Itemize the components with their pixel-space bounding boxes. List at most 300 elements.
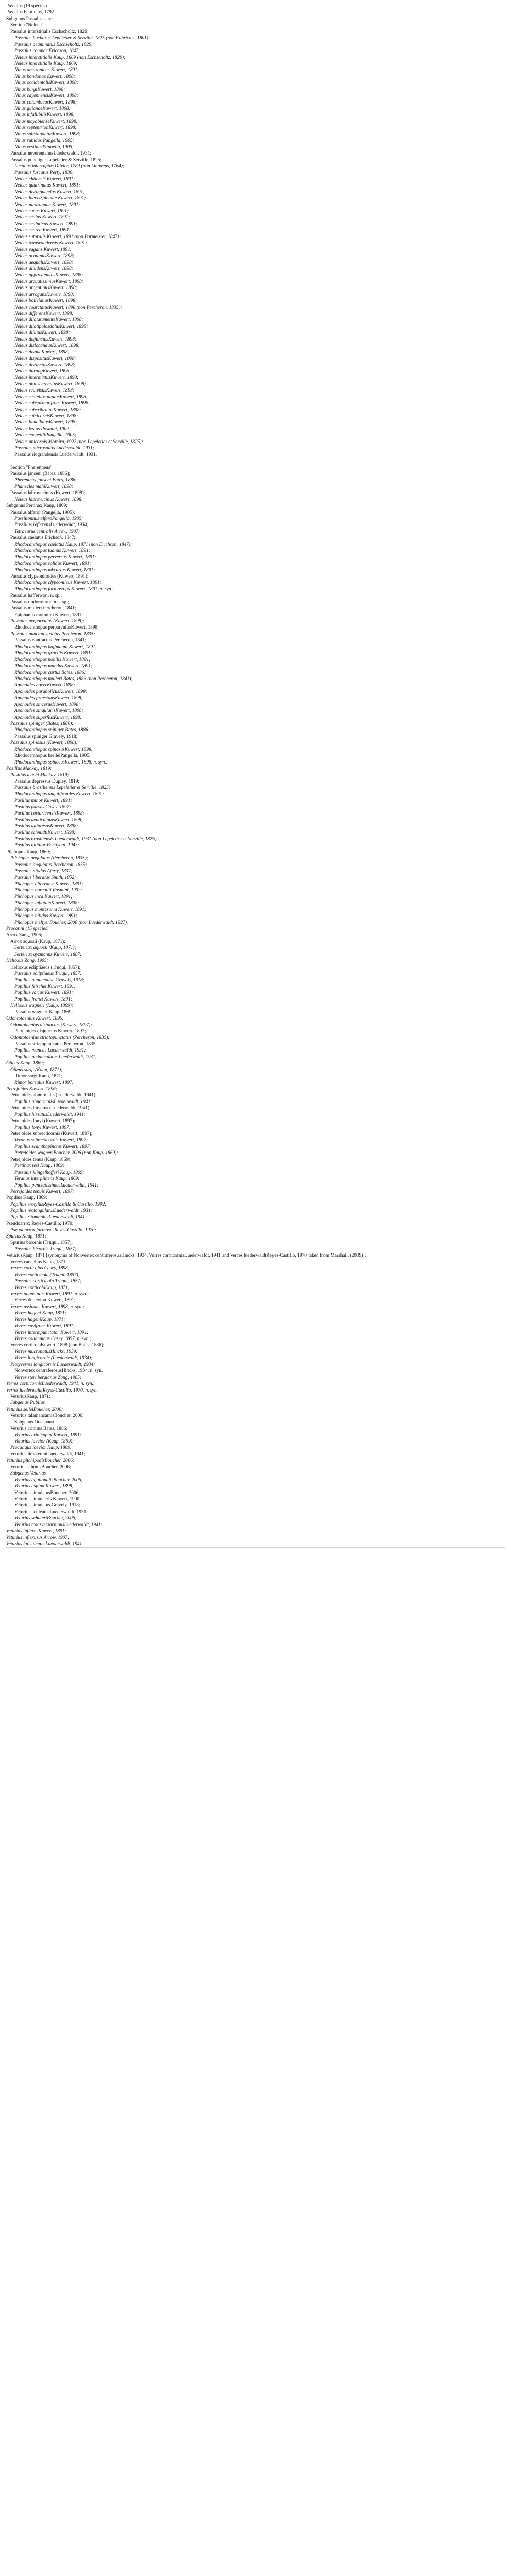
taxon-line bbox=[6, 721, 505, 727]
taxon-line-text: Ninus rubidus Pangella, 1905; bbox=[14, 138, 74, 144]
taxon-line bbox=[6, 1394, 505, 1400]
taxon-line bbox=[6, 87, 505, 93]
taxon-line bbox=[6, 285, 505, 291]
taxon-line-text: Popilius varius Kuwert, 1891; bbox=[14, 990, 73, 996]
taxon-line-text: Arrox aquosii (Kaup, 1871); bbox=[10, 939, 65, 944]
taxon-line bbox=[6, 157, 505, 163]
taxon-line-text: Veturius sellelBoucher, 2006; bbox=[6, 1406, 63, 1412]
taxon-line bbox=[6, 106, 505, 112]
taxon-line bbox=[6, 926, 505, 932]
taxon-line-text: Pasillus costaricensisKuwert, 1898; bbox=[14, 811, 84, 817]
taxon-line-text: Neleus acutanusKuwert, 1898; bbox=[14, 253, 74, 259]
taxon-line-text: Neleus aequalisKuwert, 1898; bbox=[14, 260, 73, 265]
taxon-line bbox=[6, 503, 505, 509]
taxon-line bbox=[6, 510, 505, 516]
taxon-line-text: Popilius scamthapinctus Kuwert, 1897; bbox=[14, 1144, 91, 1149]
taxon-line bbox=[6, 22, 505, 28]
taxon-line bbox=[6, 1355, 505, 1361]
taxon-line-text: Passalus punctiger Lepeletier & Serville, 1825; bbox=[10, 157, 102, 163]
taxon-line-text: Pasillus parvus Casey, 1897; bbox=[14, 804, 71, 810]
taxon-line-text: Verres hageniKaup, 1871; bbox=[14, 1317, 65, 1323]
taxon-line bbox=[6, 586, 505, 592]
taxon-line bbox=[6, 16, 505, 22]
taxon-line-text: Rhodocanthopus angulifrondes Kuwert, 1891; bbox=[14, 791, 104, 797]
taxon-line-text: Tetraeurus centralis Arrow, 1907; bbox=[14, 529, 80, 534]
taxon-line-text: Passalus labrovucinus (Kuwert, 1898); bbox=[10, 490, 86, 496]
taxon-line bbox=[6, 362, 505, 368]
taxon-line bbox=[6, 637, 505, 643]
taxon-line bbox=[6, 1246, 505, 1252]
taxon-line-text: Veturius simulatus Gravely, 1918; bbox=[14, 1503, 80, 1509]
taxon-line-text: Pasillus denticulatusKuwert, 1898; bbox=[14, 817, 83, 823]
taxon-line bbox=[6, 1323, 505, 1329]
taxon-line-text: Pasillus schmidtiKuwert, 1898; bbox=[14, 830, 76, 836]
taxon-line-text: Pilchopus boreoliti Rosmini, 1902; bbox=[14, 888, 82, 893]
taxon-line bbox=[6, 1003, 505, 1009]
taxon-line-text: Petrejoides subrecticornis (Kuwert, 1897); bbox=[10, 1131, 93, 1137]
taxon-line-text: Rhodocanthopus mkcurtus Kuwert, 1891; bbox=[14, 567, 95, 573]
taxon-line bbox=[6, 407, 505, 413]
taxon-line-text: Verres corticolus Casey, 1898; bbox=[10, 1266, 70, 1272]
taxon-line bbox=[6, 804, 505, 810]
taxon-line bbox=[6, 343, 505, 349]
taxon-line bbox=[6, 548, 505, 554]
taxon-line-text: Popilius ritombolusLuederwaldt, 1941; bbox=[10, 1214, 87, 1220]
taxon-line-text: Aponoides superflusKuwert, 1898; bbox=[14, 715, 82, 720]
taxon-line-text: Passalus (19 species) bbox=[6, 4, 47, 9]
taxon-line bbox=[6, 426, 505, 432]
taxon-line bbox=[6, 1233, 505, 1240]
taxon-line-text: Neleus dispacKuwert, 1898; bbox=[14, 349, 70, 355]
taxon-line bbox=[6, 1445, 505, 1451]
taxon-line-text: Neleus bolivianusKuwert, 1898; bbox=[14, 298, 77, 304]
taxon-line-text: Verres corticolaKuwert, 1898 (non Bates, 1886); bbox=[10, 1343, 105, 1348]
taxon-line bbox=[6, 631, 505, 637]
taxon-line bbox=[6, 99, 505, 106]
taxon-line-text: Pilchopus alterrator Kuwert, 1891; bbox=[14, 881, 83, 887]
taxon-line bbox=[6, 1009, 505, 1015]
taxon-line-text: Rhodocanthopus tuanus Kuwert, 1891; bbox=[14, 548, 90, 554]
taxon-line-text: Neleus scutellosulcatusKuwert, 1898; bbox=[14, 394, 88, 400]
taxon-line bbox=[6, 1496, 505, 1502]
taxon-line-text: Verres sternbergianus Zang, 1905; bbox=[14, 1375, 82, 1380]
taxon-line-text: Subgenus Veturius bbox=[10, 1471, 46, 1477]
taxon-line-text: Aponoides praestansKuwert, 1898; bbox=[14, 696, 83, 701]
taxon-line-text: Section "Nelena" bbox=[10, 23, 44, 28]
taxon-line-text: Ninus infallibilisKuwert, 1898; bbox=[14, 112, 75, 118]
taxon-line-text: Neleus interstitialis Kaup, 1869; bbox=[14, 61, 78, 66]
taxon-line bbox=[6, 330, 505, 336]
taxon-line-text: Passalus liberatus Smith, 1852; bbox=[14, 875, 76, 880]
taxon-line bbox=[6, 612, 505, 618]
taxon-line-text: Pilchopus meliyerBoucher, 2000 (non Luederwaldt, 1927). bbox=[14, 920, 128, 925]
taxon-line bbox=[6, 471, 505, 477]
taxon-line-text: Verres cornicornisLuederwaldt, 1941, n. syn.; bbox=[6, 1381, 95, 1387]
taxon-line-text: Popilius lonyi Kuwert, 1897; bbox=[14, 1125, 71, 1130]
taxon-line bbox=[6, 497, 505, 503]
taxon-line-text: Teranus interpiinens Kaup, 1869; bbox=[14, 1176, 80, 1182]
taxon-line-text: Petrejoides Kuwert, 1896; bbox=[6, 1086, 57, 1092]
taxon-line-text: VeturiusKaup, 1871 [synonyms of Nonvertex centraferosusHincks, 1934, Verres cornicornisLuederwaldt, 1941 and Verres luederwaldtReyes-Castillo, 1970 taken from Marshall, (2009)]; bbox=[6, 1253, 366, 1259]
taxon-line bbox=[6, 35, 505, 41]
taxon-line-text: Serteriux aquosii (Kaup, 1871); bbox=[14, 945, 76, 951]
taxon-line-text: Helioxus wagneri (Kaup, 1869); bbox=[10, 1003, 73, 1009]
taxon-line bbox=[6, 381, 505, 387]
taxon-line bbox=[6, 1067, 505, 1073]
taxon-line-text: Passalus Fabricius, 1792 bbox=[6, 10, 54, 15]
taxon-line bbox=[6, 1105, 505, 1111]
taxon-line-text: Ninus amazonicus Kuwert, 1891; bbox=[14, 67, 79, 73]
taxon-line bbox=[6, 599, 505, 605]
taxon-line-text: Neleus alludensKuwert, 1898; bbox=[14, 266, 73, 272]
taxon-line bbox=[6, 1182, 505, 1189]
taxon-line-text: Neleus dilutusKuwert, 1898; bbox=[14, 330, 70, 336]
taxon-line-text: Popilius erotylusReyes-Castillo & Castillo, 1992; bbox=[10, 1201, 107, 1207]
taxon-line-text: Passalus clypeoniloides (Kuwert, 1891); bbox=[10, 573, 89, 579]
taxon-line-text: Neleus intermixtusKuwert, 1898; bbox=[14, 375, 79, 381]
taxon-line bbox=[6, 836, 505, 842]
taxon-line-text: Popilius pedunculatus Luederwaldt, 1931; bbox=[14, 1054, 97, 1060]
taxon-line-text: Passalus mulleri Percheron, 1841; bbox=[10, 606, 76, 612]
taxon-line bbox=[6, 984, 505, 990]
taxon-line-text: Neleus arcuatissimusKuwert, 1898; bbox=[14, 279, 83, 284]
taxon-line-text: Pherenteus janseni Bates, 1886; bbox=[14, 478, 77, 483]
taxon-line bbox=[6, 304, 505, 311]
taxon-line-text: Rhodocanthopus spiniger Bates, 1886; bbox=[14, 727, 90, 733]
taxon-line-text: Neleus durangKuwert, 1898; bbox=[14, 368, 71, 374]
taxon-line bbox=[6, 855, 505, 861]
taxon-line bbox=[6, 1144, 505, 1150]
taxon-line-text: Helioxus Zang, 1905; bbox=[6, 958, 48, 964]
taxon-line-text: Petrejoides lonyi (Kuwert, 1897); bbox=[10, 1118, 76, 1124]
taxon-line bbox=[6, 1381, 505, 1387]
taxon-line bbox=[6, 221, 505, 227]
taxon-line-text: Veturius aquilonalisBoucher, 2006; bbox=[14, 1477, 83, 1483]
taxon-line-text: Neleus transvaudensis Kuwert, 1891; bbox=[14, 241, 87, 246]
taxon-line bbox=[6, 695, 505, 701]
taxon-line-text: Subgenus Pertinax Kaup, 1869; bbox=[6, 503, 67, 509]
taxon-line-text: Ninus occidentalisKuwert, 1898; bbox=[14, 80, 78, 86]
taxon-line bbox=[6, 1041, 505, 1047]
taxon-line bbox=[6, 1157, 505, 1163]
taxon-line bbox=[6, 311, 505, 317]
taxon-line bbox=[6, 375, 505, 381]
taxon-line-text: Passalus klingelhofferi Kaup, 1869; bbox=[14, 1170, 84, 1175]
taxon-line-text: Popilius punctatissimusLuederwaldt, 1941; bbox=[14, 1182, 99, 1188]
taxon-line-text: Veturius crinicapux Kuwert, 1891; bbox=[14, 1432, 81, 1438]
taxon-line-text: Phanecles mahiKuwert, 1898; bbox=[14, 484, 73, 489]
taxon-line bbox=[6, 182, 505, 189]
taxon-line-text: Passalus compar Erichson, 1847; bbox=[14, 48, 80, 54]
taxon-line-text: Pertinax tesi Kaup, 1869; bbox=[14, 1163, 64, 1169]
taxon-line bbox=[6, 1054, 505, 1060]
taxon-line bbox=[6, 80, 505, 86]
taxon-line bbox=[6, 163, 505, 170]
taxon-line-text: Rhodocanthopus forniostops Kuwert, 1891, n. syn.; bbox=[14, 586, 114, 592]
taxon-line bbox=[6, 554, 505, 561]
taxon-line-text: Rhodocanthopus perparvulusKuwert, 1898; bbox=[14, 625, 99, 631]
taxon-line-text: Veturius inflexusKuwert, 1891; bbox=[6, 1529, 66, 1534]
taxon-line bbox=[6, 1349, 505, 1355]
taxon-line bbox=[6, 125, 505, 131]
taxon-line bbox=[6, 868, 505, 874]
taxon-line-text: Neleus dilatipalosdolusKuwert, 1898; bbox=[14, 324, 88, 329]
taxon-line bbox=[6, 131, 505, 138]
taxon-line bbox=[6, 759, 505, 766]
taxon-line-text: Ninus substitudatusKuwert, 1898; bbox=[14, 131, 80, 137]
taxon-line bbox=[6, 1490, 505, 1496]
taxon-line bbox=[6, 1291, 505, 1297]
taxon-line bbox=[6, 689, 505, 695]
taxon-line bbox=[6, 849, 505, 855]
taxon-line-text: Teranus subrecticornis Kuwert, 1897; bbox=[14, 1138, 88, 1143]
taxon-line-text: Popilius abnormalisLuederwaldt, 1941; bbox=[14, 1099, 92, 1105]
taxon-line-text: Section "Pherenneus" bbox=[10, 465, 53, 470]
taxon-line bbox=[6, 484, 505, 490]
taxon-line-text: Lucanus interruptus Olivier, 1789 (non Linnaeus, 1764); bbox=[14, 163, 125, 169]
taxon-line-text: Ninus mayabienseKuwert, 1898; bbox=[14, 118, 78, 124]
taxon-line bbox=[6, 118, 505, 125]
taxon-line bbox=[6, 1252, 505, 1259]
taxon-line-text: Pilchopus inflatumKuwert, 1898; bbox=[14, 901, 79, 906]
taxon-line-text: Helioxus ecliptiaeus (Truqui, 1857); bbox=[10, 964, 81, 970]
blank-line bbox=[6, 458, 505, 464]
taxon-line-text: Passalus nitidus Ajerty, 1837; bbox=[14, 869, 73, 874]
taxon-line-text: Ninus septentrionKuwert, 1898; bbox=[14, 125, 77, 131]
taxon-line bbox=[6, 624, 505, 631]
taxon-line bbox=[6, 753, 505, 759]
taxon-line-text: Neleus sculpticus Kuwert, 1891; bbox=[14, 221, 77, 227]
taxon-line-text: Pasillus leachi Mackay, 1819; bbox=[10, 772, 69, 778]
taxon-line-text: Procaliqus laevior Kaup, 1869; bbox=[10, 1445, 72, 1451]
taxon-line bbox=[6, 996, 505, 1003]
taxon-line bbox=[6, 400, 505, 406]
taxon-line-text: Passalus riograndensis Luederwaldt, 1931. bbox=[14, 452, 97, 457]
taxon-line-text: Arrox Zang, 1905; bbox=[6, 933, 43, 938]
taxon-line-text: Ninus vestinusPangella, 1905; bbox=[14, 144, 74, 150]
taxon-line-text: Neleus nicaraguae Kuwert, 1891; bbox=[14, 202, 80, 208]
taxon-line bbox=[6, 1227, 505, 1233]
taxon-line-text: Passalus bicornis Truqui, 1857; bbox=[14, 1246, 77, 1252]
taxon-line bbox=[6, 1137, 505, 1143]
taxon-line bbox=[6, 189, 505, 195]
taxon-line-text: Passalus acuminatus Eschscholtz, 1829; bbox=[14, 42, 93, 47]
taxon-line-text: Passillus reflexensLuederwaldt, 1934; bbox=[14, 522, 89, 528]
taxon-line bbox=[6, 176, 505, 182]
taxon-line-text: Spurius bicornis (Truqui, 1857); bbox=[10, 1240, 73, 1246]
taxon-line bbox=[6, 1015, 505, 1022]
taxon-line-text: Passalus spiniger Gravely, 1918; bbox=[14, 734, 78, 739]
taxon-line bbox=[6, 55, 505, 61]
taxon-line-text: Ninus columbicusKuwert, 1898; bbox=[14, 99, 77, 105]
taxon-line bbox=[6, 1259, 505, 1265]
taxon-line bbox=[6, 663, 505, 669]
taxon-line bbox=[6, 708, 505, 714]
taxon-line-text: Verres deflexion Kuwert, 1891; bbox=[14, 1298, 76, 1303]
taxon-line bbox=[6, 1278, 505, 1284]
taxon-line-text: Passalus riodorofaroum n. sp.; bbox=[10, 599, 69, 605]
taxon-line bbox=[6, 778, 505, 785]
taxon-line-text: Passalus fuscatus Perty, 1830; bbox=[14, 170, 74, 176]
taxon-line bbox=[6, 964, 505, 971]
taxon-line bbox=[6, 1451, 505, 1458]
taxon-line bbox=[6, 682, 505, 688]
taxon-line bbox=[6, 823, 505, 829]
taxon-line bbox=[6, 1362, 505, 1368]
taxon-line-text: Rhodocanthopus hoffmanni Kuwert, 1891; bbox=[14, 644, 97, 650]
taxon-line-text: Verres columnicus Casey, 1897, n. syn.; bbox=[14, 1336, 91, 1342]
taxon-line bbox=[6, 894, 505, 900]
taxon-line-text: Passalus alfaroi (Pangella, 1905); bbox=[10, 510, 75, 515]
taxon-line bbox=[6, 324, 505, 330]
taxon-line bbox=[6, 945, 505, 951]
taxon-line bbox=[6, 785, 505, 791]
taxon-line bbox=[6, 1150, 505, 1156]
taxon-line bbox=[6, 676, 505, 682]
taxon-line bbox=[6, 1189, 505, 1195]
taxon-line-text: Veturius transversarpinusLuederwaldt, 1941; bbox=[14, 1522, 103, 1528]
taxon-line-text: Veturius simulatusBoucher, 2006; bbox=[14, 1490, 80, 1496]
taxon-line bbox=[6, 298, 505, 304]
taxon-line-text: Verres mucronatusHincks, 1939; bbox=[14, 1349, 78, 1354]
taxon-line bbox=[6, 1483, 505, 1489]
taxon-line-text: Rhodocanthopus solidus Kuwert, 1891; bbox=[14, 561, 91, 567]
taxon-line bbox=[6, 1336, 505, 1342]
taxon-line bbox=[6, 1240, 505, 1246]
taxon-line bbox=[6, 1470, 505, 1477]
taxon-line-text: Popilius hirsutusLuederwaldt, 1941; bbox=[14, 1112, 86, 1117]
taxon-line-text: Rimor sargi Kaup, 1871; bbox=[14, 1074, 63, 1079]
taxon-line bbox=[6, 650, 505, 656]
taxon-line bbox=[6, 618, 505, 624]
taxon-line-text: Oileus Kaup, 1869; bbox=[6, 1061, 44, 1066]
taxon-line-text: Verres cancellus Kaup, 1871; bbox=[10, 1259, 67, 1265]
bottom-divider bbox=[6, 1547, 505, 1548]
taxon-line-text: Petrejoides tenuis Kuwert, 1897; bbox=[10, 1189, 74, 1194]
taxon-line bbox=[6, 522, 505, 528]
taxon-line bbox=[6, 567, 505, 573]
taxon-line-text: Subgenus Passalus s. str. bbox=[6, 16, 54, 22]
taxon-line-text: Rhodocanthopus clypeonileus Kuwert, 1891; bbox=[14, 580, 101, 586]
taxon-line bbox=[6, 1073, 505, 1079]
taxon-line-text: Neleus scorea Kuwert, 1891; bbox=[14, 228, 71, 233]
taxon-line bbox=[6, 920, 505, 926]
taxon-line-text: Neleus chilensis Kuwert, 1891; bbox=[14, 176, 75, 182]
taxon-line-text: Passalus spinosus (Kuwert, 1898); bbox=[10, 740, 78, 746]
taxon-line-text: Neleus quatrinatus Kuwert, 1891; bbox=[14, 183, 80, 189]
taxon-line-text: Verres assinans Kuwert, 1898, n. syn.; bbox=[10, 1304, 84, 1310]
taxon-line bbox=[6, 1419, 505, 1426]
taxon-line bbox=[6, 3, 505, 9]
taxon-line bbox=[6, 452, 505, 458]
taxon-line bbox=[6, 61, 505, 67]
taxon-line bbox=[6, 747, 505, 753]
taxon-line bbox=[6, 195, 505, 201]
taxon-line-text: Neleus lamellatusKuwert, 1898; bbox=[14, 420, 77, 426]
taxon-line-text: Rhodocanthopus gracilis Kuwert, 1891; bbox=[14, 651, 92, 656]
taxon-line bbox=[6, 734, 505, 740]
taxon-line bbox=[6, 1265, 505, 1272]
taxon-line bbox=[6, 535, 505, 541]
taxon-line bbox=[6, 1099, 505, 1105]
taxon-line bbox=[6, 432, 505, 438]
taxon-line-text: Passalus contractus Percheron, 1841; bbox=[14, 638, 87, 643]
taxon-line-text: Popilius rectangulatusLuederwaldt, 1931; bbox=[10, 1208, 92, 1214]
taxon-line bbox=[6, 573, 505, 580]
taxon-line-text: Verres intermpunctator Kuwert, 1891; bbox=[14, 1330, 89, 1335]
taxon-line-text: Passalus hafferwoni n. sp.; bbox=[10, 593, 62, 599]
taxon-line bbox=[6, 670, 505, 676]
taxon-line bbox=[6, 1022, 505, 1028]
taxon-line bbox=[6, 1522, 505, 1528]
taxon-line bbox=[6, 1201, 505, 1208]
taxon-line-text: Rhodocanthopus perversus Kuwert, 1891; bbox=[14, 554, 96, 560]
taxon-line-text: Platyverres longicornis Luederwaldt, 1934; bbox=[10, 1362, 95, 1367]
taxon-line bbox=[6, 932, 505, 938]
taxon-line-text: Neleus interstitialis Kaup, 1869 (non Eschscholtz, 1829); bbox=[14, 55, 126, 60]
taxon-line bbox=[6, 317, 505, 323]
taxon-line bbox=[6, 900, 505, 906]
taxon-line-text: Neleus scolus Kuwert, 1891; bbox=[14, 215, 70, 221]
taxon-line bbox=[6, 1375, 505, 1381]
taxon-line-text: Pilchopus inca Kuwert, 1891; bbox=[14, 894, 73, 900]
taxon-line-text: Rhodocanthopus spinosusKuwert, 1898, n. syn.; bbox=[14, 759, 108, 765]
taxon-line-text: Neleus scutvisusKuwert, 1898; bbox=[14, 388, 74, 394]
taxon-line bbox=[6, 150, 505, 157]
taxon-line-text: Popilius mancus Luederwaldt, 1931; bbox=[14, 1048, 86, 1054]
taxon-line bbox=[6, 1195, 505, 1201]
taxon-line-text: Pseudoarrox farinosusReyes-Castillo, 1970; bbox=[10, 1227, 96, 1233]
taxon-line-text: Popilius franzi Kuwert, 1891; bbox=[14, 996, 72, 1002]
taxon-line-text: Verres hageni Kaup, 1871; bbox=[14, 1311, 66, 1316]
taxon-line-text: Ninus guianaeKuwert, 1898; bbox=[14, 106, 71, 111]
taxon-line-text: Pasillus latioresusKuwert, 1898; bbox=[14, 824, 78, 829]
taxon-line-text: Neleus festus Rosmini, 1902; bbox=[14, 426, 71, 432]
taxon-line-text: Aponoides parabolicusKuwert, 1898; bbox=[14, 689, 87, 694]
taxon-line bbox=[6, 247, 505, 253]
taxon-line bbox=[6, 67, 505, 73]
taxon-line-text: Veturius pitchipodisBoucher, 2006; bbox=[6, 1458, 75, 1464]
taxon-line bbox=[6, 272, 505, 278]
taxon-line bbox=[6, 791, 505, 798]
taxon-line bbox=[6, 9, 505, 15]
taxon-line-text: Veturius laevior (Kaup, 1869); bbox=[14, 1439, 74, 1444]
taxon-line bbox=[6, 1400, 505, 1406]
taxon-line bbox=[6, 1515, 505, 1521]
taxon-line bbox=[6, 1092, 505, 1098]
taxon-line bbox=[6, 1502, 505, 1509]
taxon-line bbox=[6, 1112, 505, 1118]
taxon-line-text: Rhodocanthopus mundus Kuwert, 1891; bbox=[14, 664, 93, 669]
taxon-line-text: Pilchopus Kaup, 1869; bbox=[6, 849, 50, 855]
taxon-line bbox=[6, 1208, 505, 1214]
taxon-line-text: Neleus vagans Kuwert, 1891; bbox=[14, 247, 72, 252]
document-body bbox=[6, 3, 505, 2576]
taxon-line-text: Verres longicornis (Luederwaldt, 1934); bbox=[14, 1355, 93, 1361]
taxon-line-text: Neleus dilatatumenteKuwert, 1898; bbox=[14, 317, 83, 323]
taxon-line bbox=[6, 266, 505, 272]
taxon-line-text: Pasillus brasiliensis Luederwaldt, 1931 (non Lepeletier et Serville, 1825) bbox=[14, 836, 157, 842]
taxon-line bbox=[6, 292, 505, 298]
taxon-line-text: Passalus neverentanusLuederwaldt, 1931; bbox=[10, 151, 91, 157]
taxon-line-text: Odontotaenius disjunctus (Kuwert, 1897); bbox=[10, 1022, 92, 1028]
taxon-line-text: Passalus ecliptiaeus Truqui, 1857; bbox=[14, 971, 82, 977]
taxon-line-text: Veturius latisulcatusLuederwaldt, 1941. bbox=[6, 1541, 83, 1547]
taxon-line bbox=[6, 990, 505, 996]
taxon-line-text: Neleus coarctatusKuwert, 1898 (non Percheron, 1835); bbox=[14, 304, 122, 310]
taxon-line bbox=[6, 657, 505, 663]
taxon-line bbox=[6, 138, 505, 144]
